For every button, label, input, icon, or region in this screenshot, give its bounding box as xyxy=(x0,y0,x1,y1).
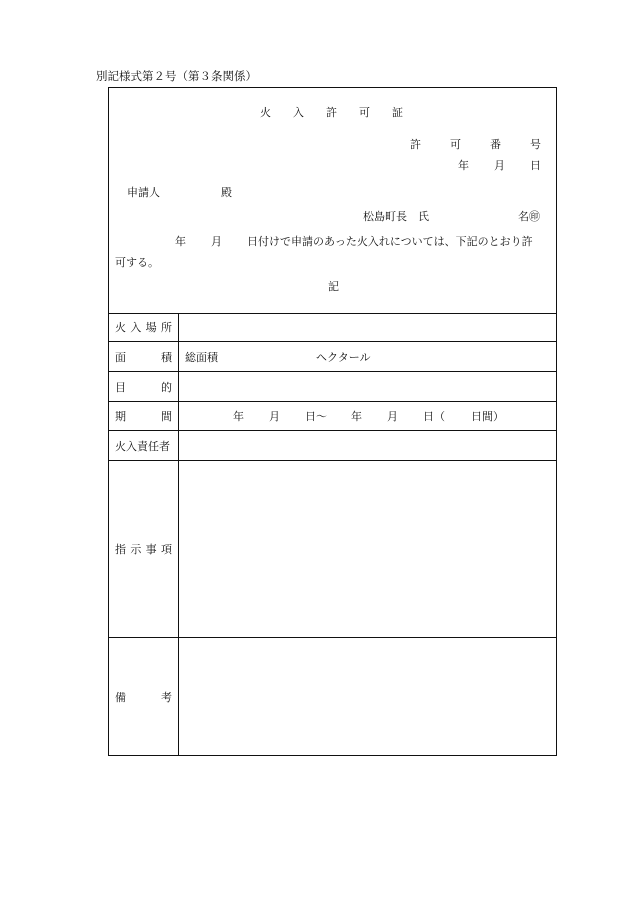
title-char: 火 xyxy=(260,106,271,119)
area-prefix: 総面積 xyxy=(185,350,218,364)
row-location xyxy=(109,313,556,342)
permit-header xyxy=(109,88,556,314)
label-instructions xyxy=(109,461,179,637)
label-char: 場 xyxy=(145,321,157,334)
label-char: 指 xyxy=(115,543,126,556)
label-char: 火 xyxy=(115,321,126,334)
label-purpose xyxy=(109,372,179,401)
permit-number-char: 許 xyxy=(410,138,421,151)
title-char: 許 xyxy=(326,106,337,119)
body-year: 年 xyxy=(175,235,186,248)
area-unit: ヘクタール xyxy=(316,350,371,364)
label-char: 積 xyxy=(161,350,172,364)
row-area xyxy=(109,342,556,372)
title-char: 証 xyxy=(392,106,403,119)
row-purpose xyxy=(109,372,556,402)
date-day: 日 xyxy=(530,159,541,172)
body-text-line2: 可する。 xyxy=(115,256,159,269)
issuer-name: 松島町長 氏 xyxy=(363,210,429,223)
ki-marker: 記 xyxy=(328,280,339,293)
permit-number-char: 可 xyxy=(450,138,461,151)
row-responsible xyxy=(109,431,556,461)
form-caption: 別記様式第２号（第３条関係） xyxy=(96,69,257,83)
period-start-day: 日～ xyxy=(305,410,327,423)
permit-number-char: 番 xyxy=(490,138,501,151)
honorific: 殿 xyxy=(221,186,232,199)
title-char: 入 xyxy=(293,106,304,119)
label-period xyxy=(109,402,179,430)
period-start-month: 月 xyxy=(269,410,280,423)
period-days: 日間） xyxy=(471,410,504,423)
period-start-year: 年 xyxy=(233,410,244,423)
row-instructions xyxy=(109,461,556,638)
label-remarks xyxy=(109,638,179,755)
label-char: 所 xyxy=(160,321,172,334)
label-char: 期 xyxy=(115,410,126,423)
title-char: 可 xyxy=(359,106,370,119)
label-char: 項 xyxy=(160,543,172,556)
issuer-seal: 名㊞ xyxy=(518,210,540,223)
period-end-year: 年 xyxy=(351,410,362,423)
label-char: 示 xyxy=(130,543,142,556)
label-char: 目 xyxy=(115,380,126,394)
label-char: 事 xyxy=(145,543,157,556)
row-period xyxy=(109,402,556,431)
period-end-day: 日（ xyxy=(423,410,445,423)
label-responsible: 火入責任者 xyxy=(109,431,179,460)
row-remarks xyxy=(109,638,556,755)
body-text-line1: 日付けで申請のあった火入れについては、下記のとおり許 xyxy=(247,235,533,248)
label-char: 入 xyxy=(130,321,142,334)
label-area xyxy=(109,342,179,371)
date-month: 月 xyxy=(494,159,505,172)
permit-number-char: 号 xyxy=(530,138,541,151)
applicant-label: 申請人 xyxy=(127,186,160,199)
period-end-month: 月 xyxy=(387,410,398,423)
label-char: 面 xyxy=(115,350,126,364)
fire-permit-form xyxy=(108,87,557,756)
body-month: 月 xyxy=(211,235,222,248)
label-char: 備 xyxy=(115,690,126,704)
label-char: 的 xyxy=(161,380,172,394)
date-year: 年 xyxy=(458,159,469,172)
label-location xyxy=(109,313,179,341)
label-char: 考 xyxy=(161,690,172,704)
label-char: 間 xyxy=(161,410,172,423)
